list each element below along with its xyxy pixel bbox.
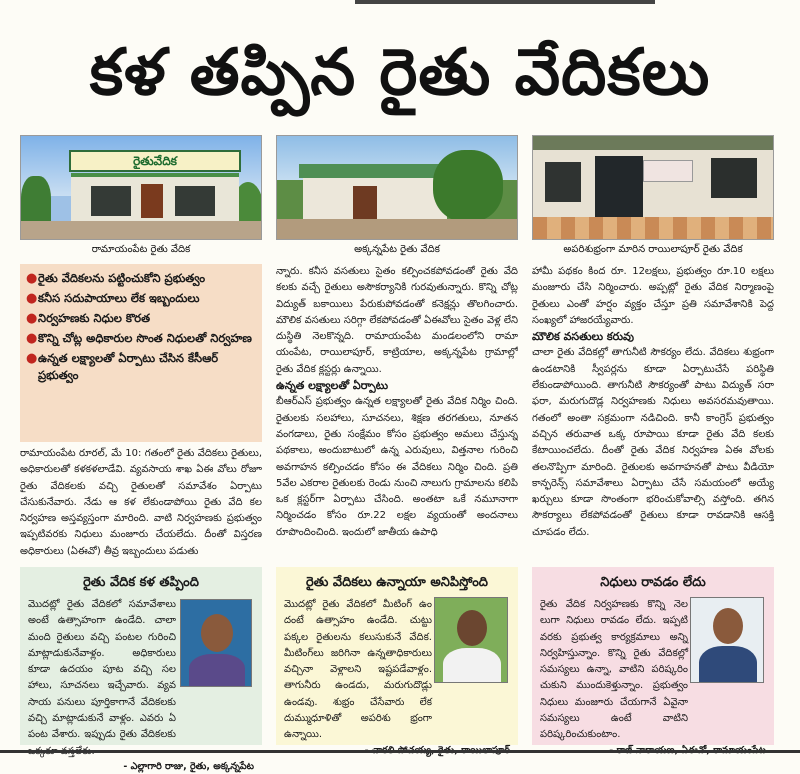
article-lead: రామాయంపేట రూరల్‌, మే 10: గతంలో రైతు వేదికలు రైతులు, అధికారులతో కళకళలాడేవి. వ్యవసాయ శాఖ ఏఈ వోలు రోజూ రైతు వేదికలకు వచ్చి రైతులతో సమావేశం ఏర్పాటు చేసుకునేవారు. నేడు ఆ కళ లేకుండాపోయి రైతు వేది కల నిర్వహణ అస్తవ్యస్తంగా మారింది. వాటి నిర్వహణకు ప్రభుత్వం ఇప్పటివరకు నిధులు మంజూరు చేయలేదు. దీంతో విస్తరణ అధికారులు (ఏఈవో) తీవ్ర ఇబ్బందులు పడుతు (20, 448, 262, 557)
article-column-2 (276, 264, 518, 564)
quote-box-title: రైతు వేదికలు ఉన్నాయా అనిపిస్తోంది (306, 575, 488, 590)
photo-caption-3: అపరిశుభ్రంగా మారిన రాయిలాపూర్‌ రైతు వేదిక (563, 244, 743, 255)
quote-box-body: మొదట్లో రైతు వేదికలో మీటింగ్‌ ఉం దంటే ఉత్సాహం ఉండేది. చుట్టు పక్కల రైతులను కలుసుకునే వేదిక. మీటింగ్‌లు జరిగినా ఉన్నతాధికారులు వచ్చినా వెళ్లాలని ఇష్టపడేవాళ్లం. తాగునీరు ఉండదు, మరుగుదొడ్లు ఉండవు. శుభ్రం చేసేవారు లేక దుమ్ముధూళితో అపరిశు భ్రంగా ఉన్నాయి. (284, 599, 432, 741)
bullet-icon: ● (26, 271, 38, 286)
top-rule (355, 0, 655, 4)
highlight-item: ● కనీస సదుపాయాలు లేక ఇబ్బందులు (26, 291, 200, 306)
photo-akkannapet-rythu-vedika (276, 135, 518, 240)
quote-box-credit: - ఎల్లాగారి రాజు, రైతు, అక్కన్నపేట (123, 760, 254, 772)
article-column-3 (532, 264, 774, 564)
subhead-moulika-vasatulu: మౌలిక వసతులు కరువు (532, 330, 634, 344)
officer-photo (690, 597, 764, 683)
headline: కళ తప్పిన రైతు వేదికలు (89, 36, 711, 110)
farmer-photo (180, 599, 252, 687)
photo-caption-2: అక్కన్నపేట రైతు వేదిక (354, 244, 440, 255)
highlight-item: ● ఉన్నత లక్ష్యాలతో ఏర్పాటు చేసిన కేసీఆర్‌ ప్రభుత్వం (26, 351, 219, 382)
vedika-sign: రైతువేదిక (133, 154, 177, 168)
bottom-rule (0, 750, 800, 753)
quote-box-title: రైతు వేదిక కళ తప్పింది (83, 575, 199, 590)
article-col3-top: హామీ పథకం కింద రూ. 12లక్షలు, ప్రభుత్వం రూ.10 లక్షలు మంజూరు చేసి నిర్మించారు. అప్పట్లో రైతు వేదిక నిర్మాణంపై రైతులు ఎంతో హర్షం వ్యక్తం చేస్తూ ప్రతి సమావేశానికి పెద్ద సంఖ్యలో హాజరయ్యేవారు. (532, 266, 774, 326)
photo-rayilapur-rythu-vedika (532, 135, 774, 240)
highlight-item: ● నిర్వహణకు నిధుల కొరత (26, 311, 151, 326)
article-col3-body: చాలా రైతు వేదికల్లో తాగునీటి సౌకర్యం లేదు. వేదికలు శుభ్రంగా ఉండటానికి స్వీపర్లను కూడా ఏర్పాటుచేసే పరిస్థితి లేకుండాపోయింది. తాగునీటి సౌకర్యంతో పాటు విద్యుత్‌ సరా ఫరా, మరుగుదొడ్ల నిర్వహణకు నిధులు అవసరమవుతాయి. గతంలో అంతా సక్రమంగా నడిచింది. కానీ కాంగ్రెస్‌ ప్రభుత్వం వచ్చిన తరువాత ఒక్క రూపాయి కూడా రైతు వేది కలకు కేటాయించలేదు. దీంతో రైతు వేదిక నిర్వహణ ఏఈ వోలకు తలనొప్పిగా మారింది. రైతులకు అవగాహనతో పాటు వీడియో కాన్ఫరెన్స్‌ సమావేశాలు ఏర్పాటు చేసే సమయంలో అయ్యే ఖర్చులు కూడా సొంతంగా భరించుకోవాల్సి వస్తోంది. తగిన సౌకర్యాలు లేకపోవడంతో రైతులు కూడా రావడానికి ఆసక్తి చూపడం లేదు. (532, 347, 774, 538)
quote-box-body: రైతు వేదిక నిర్వహణకు కొన్ని నెల లుగా నిధులు రావడం లేదు. ఇప్పటి వరకు ప్రభుత్వ కార్యక్రమాలు అన్ని నిర్వహిస్తున్నాం. కొన్ని రైతు వేదికల్లో సమస్యలు ఉన్నా, వాటిని పరిష్కరిం చుకుని ముందుకెళ్తున్నాం. ప్రభుత్వం నిధులు మంజూరు చేయగానే ఏవైనా సమస్యలు ఉంటే వాటిని పరిష్కరించుకుంటాం. (540, 599, 688, 741)
quote-box-3 (532, 567, 774, 745)
article-col2-top: న్నారు. కనీస వసతులు సైతం కల్పించకపోవడంతో రైతు వేది కలకు వచ్చే రైతులు అసౌకర్యానికి గురవుతున్నారు. కొన్ని చోట్ల విద్యుత్‌ బకాయిలు పేరుకుపోవడంతో కనెక్షన్లు తొలగించారు. మౌలిక వసతులు సరిగ్గా లేకపోవడంతో ఏఈవోలు సైతం వెళ్ల లేని దుస్థితి నెలకొన్నది. రామాయంపేట మండలంలోని రామా యంపేట, రాయిలాపూర్‌, కాట్రియాల, అక్కన్నపేట గ్రామాల్లో రైతు వేదిక క్లస్టర్లు ఉన్నాయి. (276, 266, 518, 375)
subhead-unnata-lakshyalu: ఉన్నత లక్ష్యాలతో ఏర్పాటు (276, 379, 389, 393)
quote-box-2 (276, 567, 518, 745)
bullet-icon: ● (26, 291, 38, 306)
highlight-item: ● కొన్ని చోట్ల అధికారుల సొంత నిధులతో నిర్వహణ (26, 331, 252, 346)
farmer-photo (434, 597, 508, 683)
bullet-icon: ● (26, 331, 38, 346)
photo-ramayampet-rythu-vedika (20, 135, 262, 240)
article-col2-body: బీఆర్‌ఎస్‌ ప్రభుత్వం ఉన్నత లక్ష్యాలతో రైతు వేదిక నిర్మిం చింది. రైతులకు సలహాలు, సూచనలు, శిక్షణ తరగతులు, నూతన వంగడాలు, రైతు సంక్షేమం కోసం ప్రభుత్వం అమలు చేస్తున్న పథకాలు, అందుబాటులో ఉన్న ఎరువులు, విత్తనాల గురించి అవగాహన కల్పించడం కోసం ఈ వేదికలు నిర్మిం చింది. ప్రతి 5వేల ఎకరాల రైతులకు రెండు నుంచి నాలుగు గ్రామాలను కలిపి ఒక క్లస్టర్‌గా ఏర్పాటు చేసింది. అంతటా ఒకే నమూనాగా నిర్మించడం కోసం రూ.22 లక్షల వ్యయంతో అందనాలు రూపొందించింది. ఇందులో జాతీయ ఉపాధి (276, 396, 518, 538)
bullet-icon: ● (26, 311, 38, 326)
article-column-1 (20, 446, 262, 564)
photo-caption-1: రామాయంపేట రైతు వేదిక (91, 244, 191, 255)
highlights-box (20, 264, 262, 442)
quote-box-body: మొదట్లో రైతు వేదికలో సమావేశాలు అంటే ఉత్సాహంగా ఉండేది. చాలా మంది రైతులు వచ్చి పంటల గురించి మాట్లాడుకునేవాళ్లం. అధికారులు కూడా ఉదయం పూట వచ్చి సల హాలు, సూచనలు ఇచ్చేవారు. వ్యవ సాయ పనులు పూర్తికాగానే వేదికలకు వచ్చి మాట్లాడుకునే వాళ్లం. ఎవరు ఏ పంట వేశారు. ఇప్పుడు రైతు వేదికలకు (28, 599, 176, 741)
highlight-item: ● రైతు వేదికలను పట్టించుకోని ప్రభుత్వం (26, 271, 206, 286)
quote-box-1 (20, 567, 262, 772)
quote-box-title: నిధులు రావడం లేదు (600, 575, 706, 590)
bullet-icon: ● (26, 351, 38, 366)
